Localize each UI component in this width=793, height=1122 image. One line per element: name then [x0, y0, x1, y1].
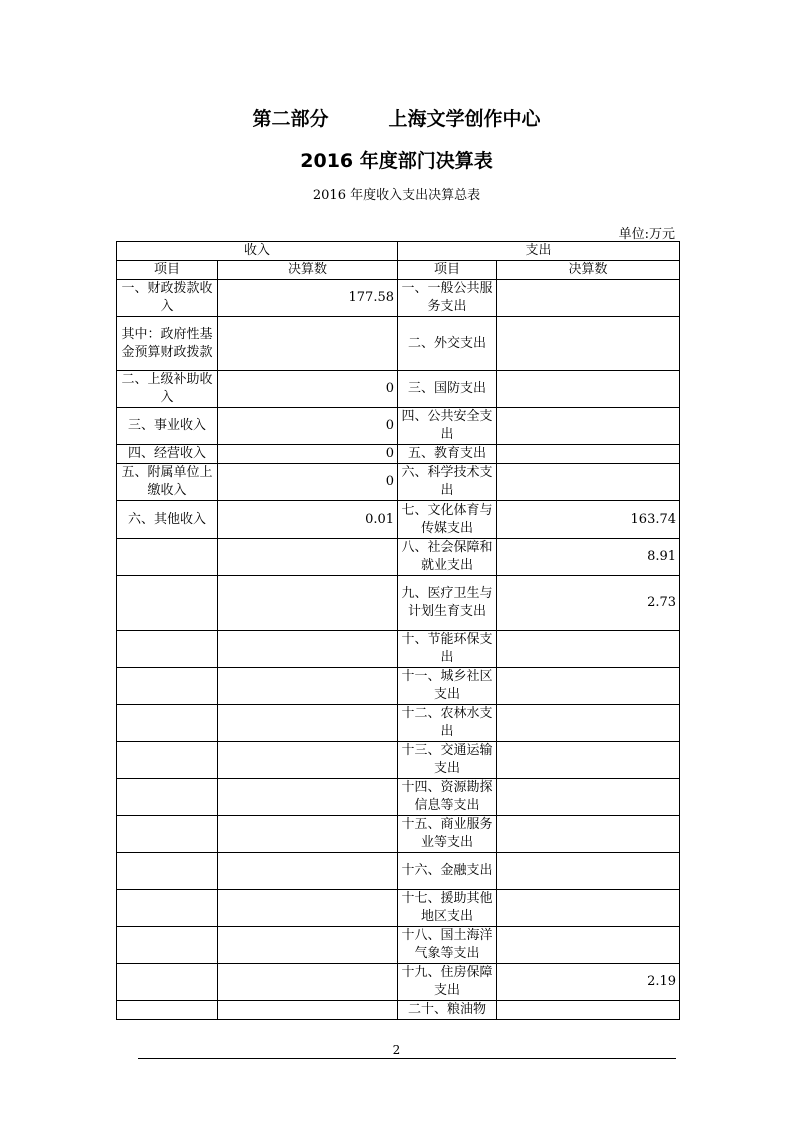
income-item-cell [117, 927, 218, 964]
income-amount-cell [218, 317, 398, 371]
income-item-cell [117, 890, 218, 927]
expense-amount-cell [497, 816, 680, 853]
expense-item-header: 项目 [398, 261, 497, 280]
table-row [117, 408, 680, 445]
income-amount-cell: 0 [218, 408, 398, 445]
table-row [117, 668, 680, 705]
income-amount-header: 决算数 [218, 261, 398, 280]
expense-item-cell: 十三、交通运输支出 [398, 742, 497, 779]
expense-item-cell: 六、科学技术支出 [398, 464, 497, 501]
expense-amount-cell [497, 317, 680, 371]
income-amount-cell [218, 1001, 398, 1020]
group-header-row [117, 242, 680, 261]
table-row [117, 371, 680, 408]
group-expense-header: 支出 [398, 242, 680, 261]
table-row [117, 705, 680, 742]
org-name: 上海文学创作中心 [388, 108, 541, 130]
expense-amount-cell [497, 631, 680, 668]
income-item-cell [117, 668, 218, 705]
income-amount-cell: 0 [218, 371, 398, 408]
income-amount-cell [218, 779, 398, 816]
table-row [117, 280, 680, 317]
income-item-header: 项目 [117, 261, 218, 280]
table-row [117, 742, 680, 779]
column-header-row [117, 261, 680, 280]
income-item-cell [117, 742, 218, 779]
table-row [117, 779, 680, 816]
expense-item-cell: 五、教育支出 [398, 445, 497, 464]
expense-item-cell: 十六、金融支出 [398, 853, 497, 890]
expense-amount-cell [497, 408, 680, 445]
expense-amount-cell: 2.73 [497, 576, 680, 631]
report-title: 2016 年度部门决算表 [300, 150, 493, 172]
expense-item-cell: 十九、住房保障支出 [398, 964, 497, 1001]
table-row [117, 539, 680, 576]
income-amount-cell: 0.01 [218, 501, 398, 539]
expense-item-cell: 一、一般公共服务支出 [398, 280, 497, 317]
expense-amount-header: 决算数 [497, 261, 680, 280]
table-row [117, 890, 680, 927]
expense-amount-cell [497, 371, 680, 408]
table-row [117, 501, 680, 539]
expense-item-cell: 十八、国土海洋气象等支出 [398, 927, 497, 964]
group-income-header: 收入 [117, 242, 398, 261]
table-row [117, 445, 680, 464]
income-amount-cell [218, 964, 398, 1001]
page-title-part [0, 104, 793, 131]
table-row [117, 576, 680, 631]
income-amount-cell: 0 [218, 445, 398, 464]
unit-label: 单位:万元 [618, 227, 675, 242]
income-item-cell: 五、附属单位上缴收入 [117, 464, 218, 501]
expense-amount-cell [497, 1001, 680, 1020]
table-row [117, 464, 680, 501]
expense-amount-cell [497, 779, 680, 816]
income-item-cell [117, 576, 218, 631]
income-amount-cell [218, 705, 398, 742]
income-amount-cell [218, 816, 398, 853]
expense-amount-cell: 163.74 [497, 501, 680, 539]
expense-amount-cell: 2.19 [497, 964, 680, 1001]
expense-amount-cell [497, 927, 680, 964]
expense-item-cell: 三、国防支出 [398, 371, 497, 408]
expense-item-cell: 二、外交支出 [398, 317, 497, 371]
expense-amount-cell [497, 464, 680, 501]
income-item-cell [117, 1001, 218, 1020]
income-item-cell [117, 816, 218, 853]
expense-item-cell: 十二、农林水支出 [398, 705, 497, 742]
expense-amount-cell [497, 705, 680, 742]
income-amount-cell: 0 [218, 464, 398, 501]
expense-item-cell: 十、节能环保支出 [398, 631, 497, 668]
expense-item-cell: 十四、资源勘探信息等支出 [398, 779, 497, 816]
table-row [117, 816, 680, 853]
expense-item-cell: 七、文化体育与传媒支出 [398, 501, 497, 539]
income-item-cell [117, 964, 218, 1001]
table-row [117, 853, 680, 890]
expense-item-cell: 十一、城乡社区支出 [398, 668, 497, 705]
expense-item-cell: 八、社会保障和就业支出 [398, 539, 497, 576]
expense-amount-cell [497, 853, 680, 890]
expense-item-cell: 九、医疗卫生与计划生育支出 [398, 576, 497, 631]
income-amount-cell [218, 668, 398, 705]
table-row [117, 631, 680, 668]
table-row [117, 964, 680, 1001]
expense-amount-cell: 8.91 [497, 539, 680, 576]
expense-amount-cell [497, 668, 680, 705]
expense-amount-cell [497, 280, 680, 317]
income-amount-cell [218, 631, 398, 668]
income-amount-cell [218, 927, 398, 964]
expense-item-cell: 四、公共安全支出 [398, 408, 497, 445]
expense-amount-cell [497, 742, 680, 779]
income-item-cell: 其中：政府性基金预算财政拨款 [117, 317, 218, 371]
expense-amount-cell [497, 445, 680, 464]
table-subtitle: 2016 年度收入支出决算总表 [312, 188, 481, 203]
table-row [117, 1001, 680, 1020]
income-amount-cell [218, 890, 398, 927]
income-item-cell: 一、财政拨款收入 [117, 280, 218, 317]
expense-amount-cell [497, 890, 680, 927]
income-item-cell: 四、经营收入 [117, 445, 218, 464]
income-item-cell [117, 631, 218, 668]
income-amount-cell [218, 853, 398, 890]
expense-item-cell: 十五、商业服务业等支出 [398, 816, 497, 853]
income-item-cell [117, 705, 218, 742]
income-amount-cell [218, 576, 398, 631]
income-amount-cell [218, 742, 398, 779]
footer-divider [138, 1058, 676, 1059]
page-number: 2 [392, 1043, 401, 1057]
budget-table [116, 241, 680, 1020]
table-row [117, 927, 680, 964]
table-row [117, 317, 680, 371]
budget-table-body [117, 242, 680, 1020]
expense-item-cell: 二十、粮油物 [398, 1001, 497, 1020]
income-amount-cell: 177.58 [218, 280, 398, 317]
expense-item-cell: 十七、援助其他地区支出 [398, 890, 497, 927]
income-item-cell: 二、上级补助收入 [117, 371, 218, 408]
income-item-cell [117, 779, 218, 816]
part-label: 第二部分 [252, 108, 329, 130]
income-item-cell: 三、事业收入 [117, 408, 218, 445]
income-item-cell: 六、其他收入 [117, 501, 218, 539]
income-item-cell [117, 539, 218, 576]
income-item-cell [117, 853, 218, 890]
income-amount-cell [218, 539, 398, 576]
